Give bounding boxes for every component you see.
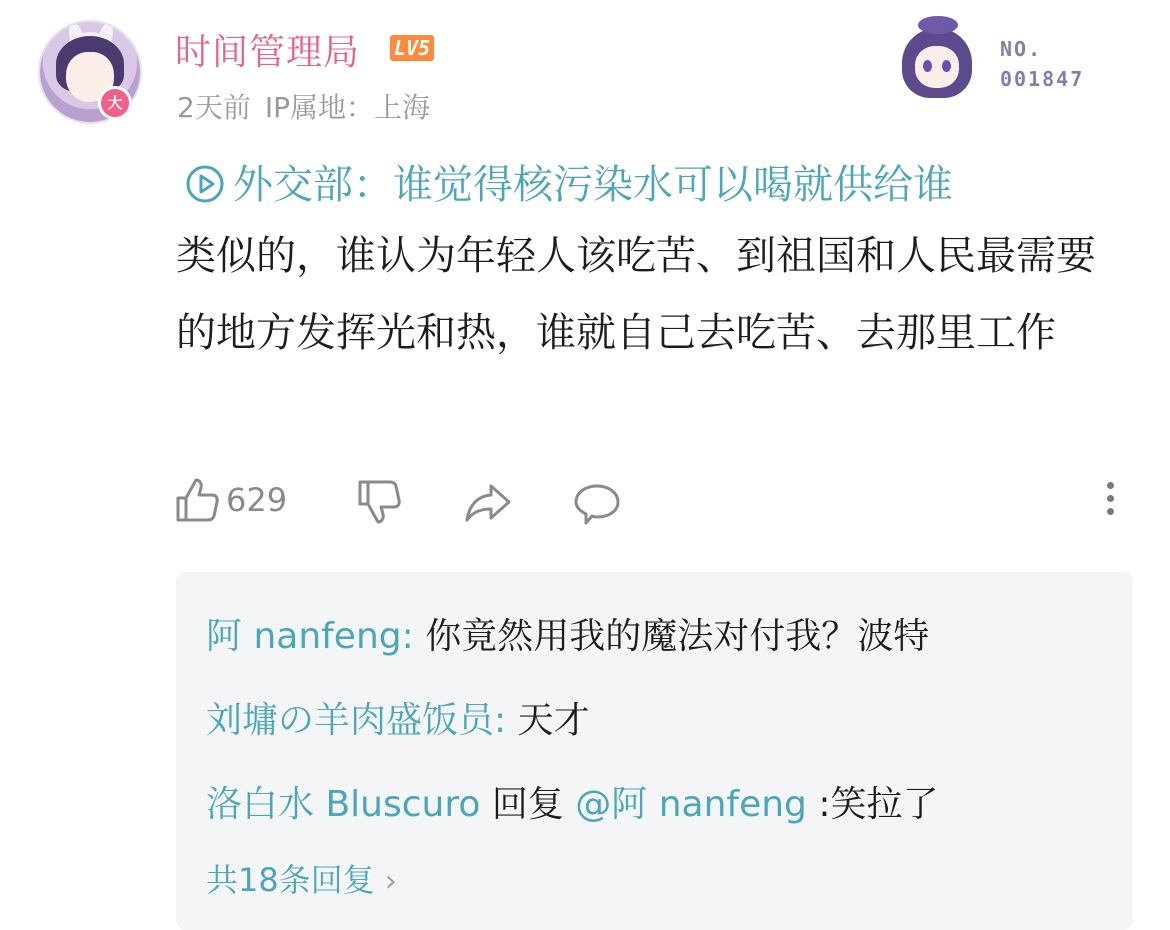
view-all-replies-link[interactable] bbox=[206, 855, 397, 901]
reply-text: :笑拉了 bbox=[806, 784, 939, 825]
fan-badge-label: NO. bbox=[1000, 37, 1043, 61]
share-icon bbox=[463, 482, 513, 524]
reply-text: 你竟然用我的魔法对付我？波特 bbox=[425, 616, 930, 657]
like-button[interactable] bbox=[174, 476, 287, 524]
reply-item[interactable] bbox=[206, 776, 938, 827]
ip-location: IP属地：上海 bbox=[264, 91, 430, 124]
post-meta bbox=[177, 86, 444, 126]
thumbs-down-icon bbox=[356, 478, 402, 526]
level-badge: LV5 bbox=[390, 35, 434, 61]
play-circle-icon bbox=[185, 164, 225, 214]
fan-badge-character-icon bbox=[890, 16, 986, 102]
video-link[interactable] bbox=[185, 153, 953, 214]
comment-button[interactable] bbox=[572, 482, 622, 528]
reply-item[interactable] bbox=[206, 608, 929, 659]
reply-text: 天才 bbox=[517, 700, 590, 741]
fan-badge-number bbox=[1000, 34, 1084, 94]
reply-author[interactable]: 洛白水 Bluscuro bbox=[206, 784, 481, 825]
reply-author[interactable]: 阿 nanfeng bbox=[206, 616, 402, 657]
reply-separator: : bbox=[494, 700, 518, 741]
reply-author[interactable]: 刘墉の羊肉盛饭员 bbox=[206, 700, 495, 741]
more-vertical-icon[interactable] bbox=[1100, 482, 1120, 521]
fan-badge[interactable] bbox=[880, 6, 1100, 106]
reply-word: 回复 bbox=[480, 784, 576, 825]
avatar-badge: 大 bbox=[98, 86, 132, 120]
username[interactable]: 时间管理局 bbox=[175, 32, 361, 73]
chevron-right-icon: › bbox=[384, 864, 397, 899]
like-count: 629 bbox=[226, 481, 288, 519]
comment-icon bbox=[572, 482, 622, 528]
reply-item[interactable] bbox=[206, 692, 590, 743]
comment-text: 类似的，谁认为年轻人该吃苦、到祖国和人民最需要的地方发挥光和热，谁就自己去吃苦、去那里工作 bbox=[176, 233, 1096, 356]
reply-section bbox=[176, 572, 1133, 930]
thumbs-up-icon bbox=[174, 476, 220, 524]
more-replies-label: 共18条回复 bbox=[206, 861, 375, 899]
fan-badge-serial: 001847 bbox=[1000, 67, 1085, 91]
action-bar bbox=[0, 470, 1170, 534]
reply-mention[interactable]: @阿 nanfeng bbox=[575, 784, 807, 825]
video-link-text: 外交部：谁觉得核污染水可以喝就供给谁 bbox=[233, 162, 953, 208]
time-ago: 2天前 bbox=[177, 91, 251, 124]
dislike-button[interactable] bbox=[356, 478, 402, 526]
share-button[interactable] bbox=[463, 482, 513, 524]
reply-separator: : bbox=[401, 616, 426, 657]
